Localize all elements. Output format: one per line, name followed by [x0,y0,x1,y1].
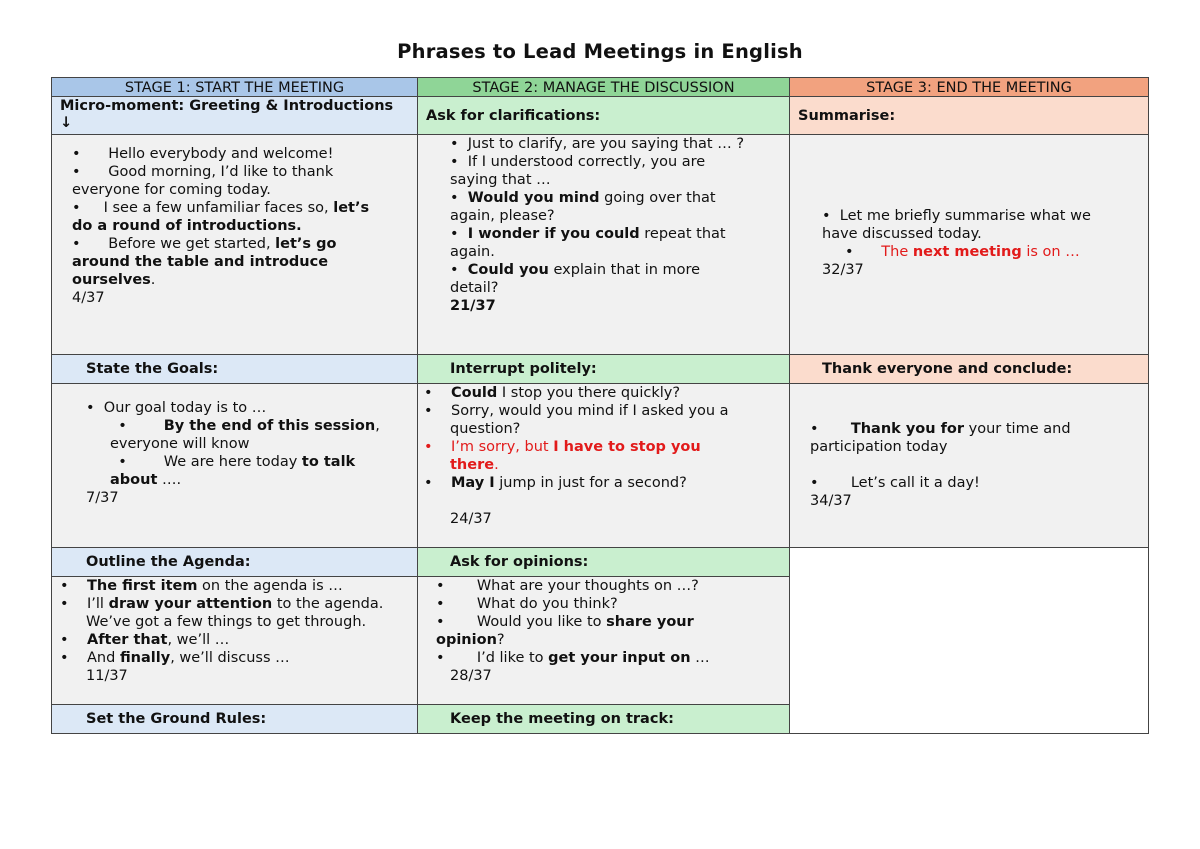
ground-rules-heading: Set the Ground Rules: [52,705,418,733]
ask-clarifications-heading: Ask for clarifications: [418,97,790,135]
opinion-phrases [418,577,790,705]
page-ref: 34/37 [810,493,852,509]
list-item: • Good morning, I’d like to thank [72,164,334,180]
list-item-cont: saying that … [450,172,551,188]
list-item-cont: opinion? [436,632,505,648]
list-item: • May I jump in just for a second? [424,475,687,491]
list-item: • The first item on the agenda is … [60,578,343,594]
list-item-cont: again, please? [450,208,555,224]
list-item: • I wonder if you could repeat that [450,226,726,242]
goals-phrases [52,384,418,548]
page-ref: 24/37 [450,511,492,527]
page-ref: 7/37 [86,490,119,506]
list-item-cont: have discussed today. [822,226,982,242]
list-item-cont: around the table and introduce [72,254,329,270]
list-item-cont: question? [450,421,521,437]
list-item: • Our goal today is to … [86,400,267,416]
greeting-introductions-heading: Micro-moment: Greeting & Introductions ↓ [52,97,418,135]
list-item: • Could I stop you there quickly? [424,385,681,401]
thank-conclude-heading: Thank everyone and conclude: [790,355,1148,384]
list-item: • Let me briefly summarise what we [822,208,1091,224]
thank-phrases [790,384,1148,548]
empty-cell [790,548,1148,733]
list-item: • Would you like to share your [436,614,694,630]
list-item: • And finally, we’ll discuss … [60,650,290,666]
agenda-phrases [52,577,418,705]
list-item-cont: We’ve got a few things to get through. [86,614,367,630]
list-item: • Hello everybody and welcome! [72,146,334,162]
list-item: • By the end of this session, [118,418,380,434]
list-item: • Could you explain that in more [450,262,701,278]
page-ref: 32/37 [822,262,864,278]
list-item-cont: detail? [450,280,499,296]
list-item: • Let’s call it a day! [810,475,980,491]
state-goals-heading: State the Goals: [52,355,418,384]
list-item-cont: ourselves. [72,272,156,288]
interrupt-politely-heading: Interrupt politely: [418,355,790,384]
list-item: • I’m sorry, but I have to stop you [424,439,701,455]
keep-on-track-heading: Keep the meeting on track: [418,705,790,733]
list-item: • I see a few unfamiliar faces so, let’s [72,200,370,216]
list-item: • The next meeting is on … [845,244,1080,260]
list-item: • After that, we’ll … [60,632,230,648]
list-item-cont: everyone for coming today. [72,182,271,198]
list-item: • Just to clarify, are you saying that … ? [450,136,745,152]
list-item: • What are your thoughts on …? [436,578,699,594]
list-item: • I’d like to get your input on … [436,650,710,666]
page-ref: 28/37 [450,668,492,684]
list-item-cont: there. [450,457,499,473]
greeting-phrases [52,135,418,355]
summarise-phrases [790,135,1148,355]
clarification-phrases [418,135,790,355]
page-ref: 21/37 [450,298,496,314]
ask-opinions-heading: Ask for opinions: [418,548,790,577]
interrupt-phrases [418,384,790,548]
list-item-cont: do a round of introductions. [72,218,302,234]
stage-1-header: STAGE 1: START THE MEETING [52,78,418,97]
list-item: • Before we get started, let’s go [72,236,337,252]
summarise-heading: Summarise: [790,97,1148,135]
phrases-table [51,77,1149,734]
list-item: • We are here today to talk [118,454,356,470]
outline-agenda-heading: Outline the Agenda: [52,548,418,577]
list-item-cont: again. [450,244,495,260]
list-item: • What do you think? [436,596,618,612]
list-item: • Would you mind going over that [450,190,716,206]
list-item: • Sorry, would you mind if I asked you a [424,403,729,419]
page-ref: 11/37 [86,668,128,684]
page-title: Phrases to Lead Meetings in English [397,40,803,63]
list-item-cont: about …. [110,472,182,488]
list-item: • I’ll draw your attention to the agenda. [60,596,384,612]
list-item-cont: participation today [810,439,948,455]
list-item: • Thank you for your time and [810,421,1071,437]
page-ref: 4/37 [72,290,105,306]
list-item: • If I understood correctly, you are [450,154,706,170]
stage-3-header: STAGE 3: END THE MEETING [790,78,1148,97]
list-item-cont: everyone will know [110,436,250,452]
stage-2-header: STAGE 2: MANAGE THE DISCUSSION [418,78,790,97]
